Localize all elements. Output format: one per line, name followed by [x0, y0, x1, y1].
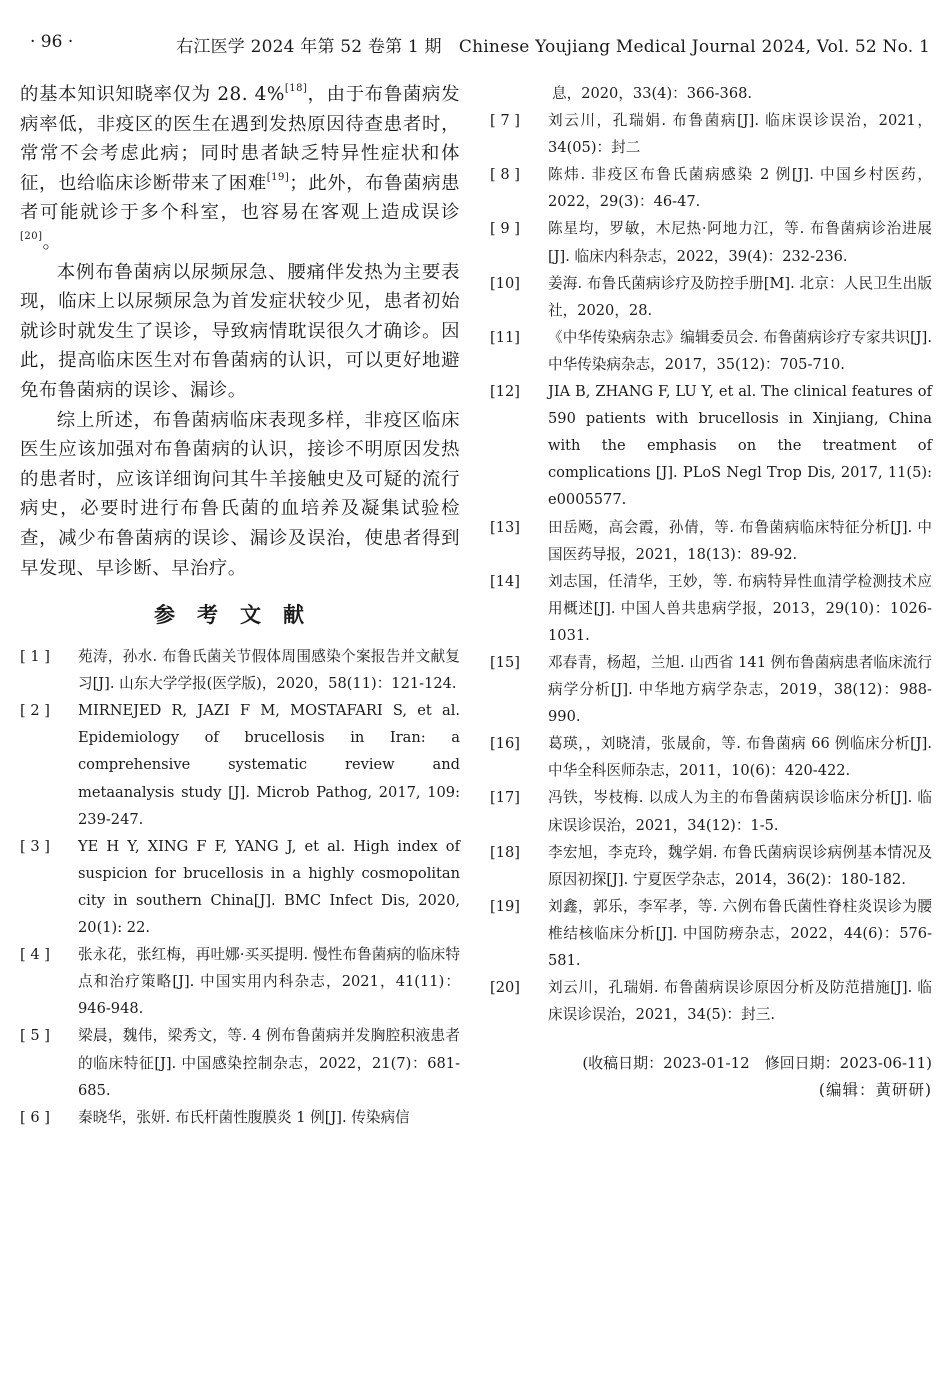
reference-item: [ 4 ] 张永花，张红梅，再吐娜·买买提明. 慢性布鲁菌病的临床特点和治疗策略[J]. 中国实用内科杂志，2021，41(11)：946-948. — [20, 946, 460, 1018]
reference-item: [16] 葛瑛，，刘晓清，张晟俞，等. 布鲁菌病 66 例临床分析[J]. 中华全科医师杂志，2011，10(6)：420-422. — [490, 735, 932, 780]
received-dates: (收稿日期：2023-01-12 修回日期：2023-06-11) — [582, 1054, 932, 1073]
reference-item: [ 8 ] 陈炜. 非疫区布鲁氏菌病感染 2 例[J]. 中国乡村医药，2022，29(3)：46-47. — [490, 166, 932, 211]
reference-list-right — [490, 107, 932, 1028]
reference-item: [ 9 ] 陈星均，罗敏，木尼热·阿地力江，等. 布鲁菌病诊治进展[J]. 临床内科杂志，2022，39(4)：232-236. — [490, 220, 932, 265]
reference-item: [ 5 ] 梁晨，魏伟，梁秀文，等. 4 例布鲁菌病并发胸腔积液患者的临床特征[J]. 中国感染控制杂志，2022，21(7)：681-685. — [20, 1027, 460, 1099]
reference-6-continuation: 息，2020，33(4)：366-368. — [552, 85, 753, 102]
reference-item: [12] JIA B, ZHANG F, LU Y, et al. The clinical features of 590 patients with brucellosis in Xinjiang, China with the emphasis on the treatment of complications [J]. PLoS Negl Trop Dis, 2017, 11(5): e0005577. — [490, 383, 932, 509]
reference-item: [ 2 ] MIRNEJED R, JAZI F M, MOSTAFARI S, et al. Epidemiology of brucellosis in Iran: a comprehensive systematic review and metaanalysis study [J]. Microb Pathog, 2017, 109: 239-247. — [20, 702, 460, 828]
citation-18[interactable]: [18] — [284, 83, 308, 94]
right-column — [490, 80, 932, 1104]
references-heading: 参考文献 — [154, 603, 326, 628]
reference-item: [ 7 ] 刘云川，孔瑞娟. 布鲁菌病[J]. 临床误诊误治，2021，34(05)：封二 — [490, 112, 932, 157]
body-paragraph-3: 综上所述，布鲁菌病临床表现多样，非疫区临床医生应该加强对布鲁菌病的认识，接诊不明原因发热的患者时，应该详细询问其牛羊接触史及可疑的流行病史，必要时进行布鲁氏菌的血培养及凝集试验检查，减少布鲁菌病的误诊、漏诊及误治，使患者得到早发现、早诊断、早治疗。 — [20, 409, 460, 579]
reference-item: [20] 刘云川，孔瑞娟. 布鲁菌病误诊原因分析及防范措施[J]. 临床误诊误治，2021，34(5)：封三. — [490, 979, 932, 1024]
citation-19[interactable]: [19] — [266, 171, 290, 183]
reference-item: [14] 刘志国，任清华，王妙，等. 布病特异性血清学检测技术应用概述[J]. 中国人兽共患病学报，2013，29(10)：1026-1031. — [490, 572, 932, 644]
reference-item: [ 1 ] 苑涛，孙水. 布鲁氏菌关节假体周围感染个案报告并文献复习[J]. 山东大学学报(医学版)，2020，58(11)：121-124. — [20, 648, 460, 693]
reference-item: [17] 冯铁，岑枝梅. 以成人为主的布鲁菌病误诊临床分析[J]. 临床误诊误治，2021，34(12)：1-5. — [490, 789, 932, 834]
page-number: · 96 · — [30, 32, 74, 52]
reference-list-left — [20, 643, 460, 1131]
left-column — [20, 80, 460, 1131]
reference-item: [18] 李宏旭，李克玲，魏学娟. 布鲁氏菌病误诊病例基本情况及原因初探[J]. 宁夏医学杂志，2014，36(2)：180-182. — [490, 843, 932, 888]
reference-item: [10] 姜海. 布鲁氏菌病诊疗及防控手册[M]. 北京：人民卫生出版社，2020，28. — [490, 274, 932, 319]
body-paragraph-2: 本例布鲁菌病以尿频尿急、腰痛伴发热为主要表现，临床上以尿频尿急为首发症状较少见，患者初始就诊时就发生了误诊，导致病情耽误很久才确诊。因此，提高临床医生对布鲁菌病的认识，可以更好地避免布鲁菌病的误诊、漏诊。 — [20, 261, 460, 401]
reference-item: [ 6 ] 秦晓华，张妍. 布氏杆菌性腹膜炎 1 例[J]. 传染病信 — [20, 1108, 410, 1126]
body-paragraph-1: 的基本知识知晓率仅为 28. 4%[18]，由于布鲁菌病发病率低，非疫区的医生在遇到发热原因待查患者时，常常不会考虑此病；同时患者缺乏特异性症状和体征，也给临床诊断带来了困难[19]；此外，布鲁菌病患者可能就诊于多个科室，也容易在客观上造成误诊[20]。 — [20, 83, 460, 253]
editor-credit: (编辑：黄研研) — [818, 1081, 932, 1100]
reference-item: [ 3 ] YE H Y, XING F F, YANG J, et al. High index of suspicion for brucellosis in a highly cosmopolitan city in southern China[J]. BMC Infect Dis, 2020, 20(1): 22. — [20, 837, 460, 937]
reference-item: [15] 邓春青，杨超，兰旭. 山西省 141 例布鲁菌病患者临床流行病学分析[J]. 中华地方病学杂志，2019，38(12)：988-990. — [490, 653, 932, 726]
citation-20[interactable]: [20] — [20, 230, 43, 242]
reference-item: [19] 刘鑫，郭乐，李军孝，等. 六例布鲁氏菌性脊柱炎误诊为腰椎结核临床分析[J]. 中国防痨杂志，2022，44(6)：576-581. — [490, 897, 932, 969]
reference-item: [11] 《中华传染病杂志》编辑委员会. 布鲁菌病诊疗专家共识[J]. 中华传染病杂志，2017，35(12)：705-710. — [490, 328, 932, 373]
reference-item: [13] 田岳飏，高会霞，孙倩，等. 布鲁菌病临床特征分析[J]. 中国医药导报，2021，18(13)：89-92. — [490, 518, 932, 563]
page-header — [0, 30, 950, 58]
running-title: 右江医学 2024 年第 52 卷第 1 期 Chinese Youjiang Medical Journal 2024, Vol. 52 No. 1 — [176, 37, 930, 57]
